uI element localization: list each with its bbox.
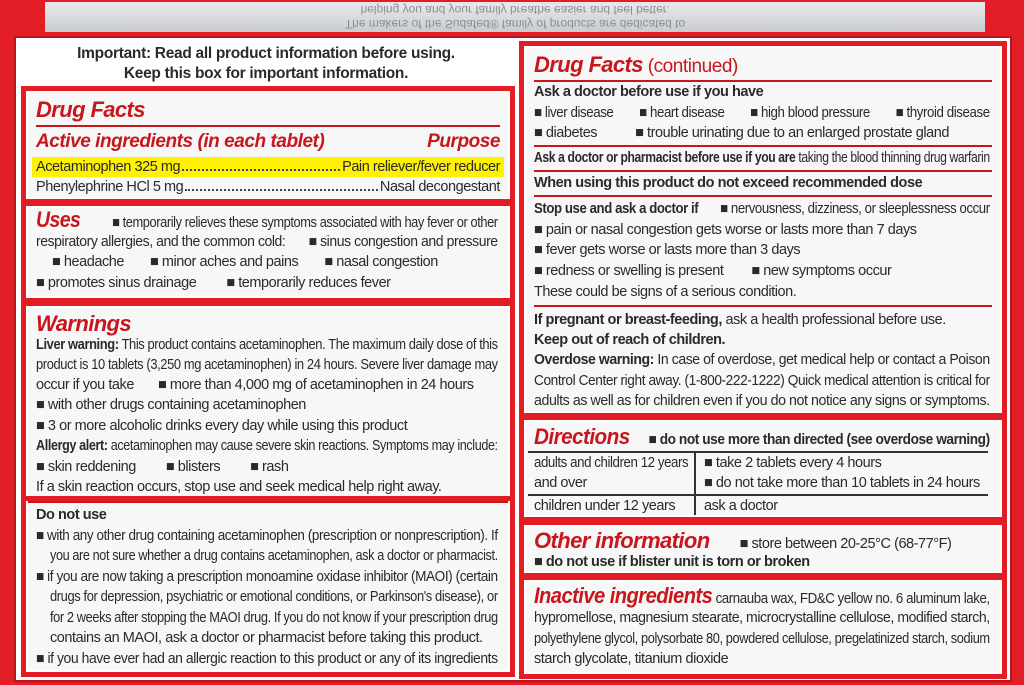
continued-line [534,148,990,168]
allergy-label: Allergy alert: [36,438,108,454]
other-item: ■ do not use if blister unit is torn or broken [534,552,810,572]
direction-age: and over [534,475,587,491]
do-not-use-panel [26,501,510,672]
allergy-item: ■ skin reddening [36,457,136,477]
direction-cell [704,473,992,493]
stop-use-label: Stop use and ask a doctor if [534,201,699,217]
direction-cell [534,453,688,473]
inactive-text: carnauba wax, FD&C yellow no. 6 aluminum lake, [712,591,990,607]
ask-item: ■ heart disease [639,103,724,123]
table-rule [694,451,696,515]
continued-line [534,391,990,411]
do-not-use-item: for 2 weeks after stopping the MAOI drug. If you do not know if your prescription drug [50,610,498,626]
liver-warning-label: Liver warning: [36,337,119,353]
use-item: ■ sinus congestion and pressure [309,232,498,252]
allergy-item: ■ rash [250,457,288,477]
divider [28,501,508,503]
ask-item: ■ trouble urinating due to an enlarged prostate gland [635,123,949,143]
do-not-use-line [36,505,500,525]
liver-warning-text: This product contains acetaminophen. The maximum daily dose of this [118,337,498,353]
ask-doctor-heading: Ask a doctor before use if you have [534,84,764,100]
do-not-use-line [50,587,498,607]
warnings-title: Warnings [36,311,132,336]
uses-line [36,232,498,252]
do-not-use-item: you are not sure whether a drug contains acetaminophen, ask a doctor or pharmacist. [50,548,498,564]
drug-facts-title: Drug Facts [36,97,145,122]
liver-warning-text: occur if you take [36,377,134,393]
warning-line [36,395,500,415]
ask-item: ■ liver disease [534,103,613,123]
do-not-use-line [36,526,498,546]
warning-line [36,477,500,497]
inactive-line [534,649,992,669]
direction-age: adults and children 12 years [534,455,689,471]
active-heading-row [36,129,500,155]
use-item: respiratory allergies, and the common cold: [36,234,286,250]
uses-line [36,207,498,233]
direction-cell [534,473,689,493]
continued-line [534,330,992,350]
warning-line [36,375,500,395]
ingredient-purpose: Pain reliever/fever reducer [342,159,500,175]
inactive-line [534,608,990,628]
directions-title: Directions [534,424,630,449]
inactive-title: Inactive ingredients [534,583,713,608]
allergy-text: acetaminophen may cause severe skin reactions. Symptoms may include: [107,438,498,454]
overdose-text: In case of overdose, get medical help or contact a Poison [653,352,990,368]
purpose-heading: Purpose [427,131,500,152]
ingredient-name: Acetaminophen 325 mg [36,159,181,175]
do-not-use-item: drugs for depression, psychiatric or emotional conditions, or Parkinson's disease), or [50,589,498,605]
divider [36,125,500,127]
do-not-use-item: ■ if you are now taking a prescription monoamine oxidase inhibitor (MAOI) (certain [36,567,498,587]
continued-line [534,199,990,219]
liver-item: ■ more than 4,000 mg of acetaminophen in 24 hours [158,375,474,395]
flap-text: helping you and your family breathe easier and feel better. [360,3,670,17]
use-item: ■ temporarily relieves these symptoms associated with hay fever or other [112,213,498,233]
stop-item: ■ fever gets worse or lasts more than 3 days [534,240,800,260]
continued-suffix: (continued) [642,56,738,77]
other-line [534,552,992,572]
do-not-use-item: contains an MAOI, ask a doctor or pharmacist before taking this product. [50,630,483,646]
ask-item: ■ thyroid disease [896,103,990,123]
warning-line [36,416,500,436]
ingredient-purpose: Nasal decongestant [379,179,500,195]
continued-title: Drug Facts [534,52,643,77]
warnings-title-row [36,312,500,336]
direction-cell [534,496,689,516]
do-not-use-line [36,649,498,669]
do-not-use-item: ■ if you have ever had an allergic reaction to this product or any of its ingredients [36,649,498,669]
continued-line [534,240,992,260]
direction-dose: ■ do not take more than 10 tablets in 24 hours [704,473,980,493]
intro-line: Keep this box for important information. [123,65,409,82]
inactive-text: hypromellose, magnesium stearate, microcrystalline cellulose, modified starch, [534,610,990,626]
warning-line [36,436,498,456]
drug-facts-continued-panel [524,46,1002,413]
stop-after: These could be signs of a serious condition. [534,284,797,300]
continued-title-row [534,52,992,80]
continued-line [534,350,990,370]
active-heading: Active ingredients (in each tablet) [36,131,325,152]
divider [534,195,992,197]
continued-line [534,220,992,240]
uses-line [36,273,500,293]
overdose-label: Overdose warning: [534,352,654,368]
uses-title: Uses [36,207,81,232]
continued-line [534,310,992,330]
other-item: ■ store between 20-25°C (68-77°F) [740,532,952,556]
warning-line [36,457,500,477]
box-flap [45,2,985,32]
liver-warning-text: product is 10 tablets (3,250 mg acetaminophen) in 24 hours. Severe liver damage may [36,357,498,373]
other-info-title: Other information [534,528,710,553]
pregnant-label: If pregnant or breast-feeding, [534,312,722,328]
do-not-use-line [50,546,498,566]
inactive-line [534,584,990,611]
continued-line [534,82,992,102]
allergy-after: If a skin reaction occurs, stop use and seek medical help right away. [36,479,442,495]
warning-line [36,355,498,375]
drug-facts-title-row [36,97,500,123]
do-not-use-line [50,608,498,628]
continued-line [534,282,992,302]
stop-item: ■ pain or nasal congestion gets worse or lasts more than 7 days [534,220,917,240]
direction-dose: ask a doctor [704,498,778,514]
direction-cell [704,453,992,473]
use-item: ■ headache [52,252,124,272]
directions-panel [524,420,1002,517]
liver-item: ■ with other drugs containing acetaminophen [36,395,306,415]
ingredient-name: Phenylephrine HCl 5 mg [36,179,184,195]
direction-dose: ■ take 2 tablets every 4 hours [704,453,881,473]
do-not-use-line [36,567,498,587]
continued-line [534,123,992,143]
continued-line [534,173,992,193]
uses-panel [26,206,510,298]
pregnant-text: ask a health professional before use. [721,312,946,328]
ask-item: ■ high blood pressure [750,103,870,123]
liver-item: ■ 3 or more alcoholic drinks every day while using this product [36,416,407,436]
divider [534,170,992,172]
intro [16,44,516,84]
use-item: ■ minor aches and pains [150,252,298,272]
do-not-use-title: Do not use [36,507,107,523]
ask-pharmacist-label: Ask a doctor or pharmacist before use if you are [534,150,796,166]
when-using: When using this product do not exceed recommended dose [534,175,923,191]
active-ingredients-panel [26,91,510,199]
use-item: ■ temporarily reduces fever [226,273,390,293]
warnings-panel [26,306,510,498]
overdose-text: adults as well as for children even if you do not notice any signs or symptoms. [534,393,990,409]
directions-note: ■ do not use more than directed (see overdose warning) [649,427,990,453]
ask-item: ■ diabetes [534,123,597,143]
use-item: ■ promotes sinus drainage [36,273,196,293]
do-not-use-item: ■ with any other drug containing acetaminophen (prescription or nonprescription). If [36,526,498,546]
keep-out: Keep out of reach of children. [534,332,726,348]
ask-pharmacist-text: taking the blood thinning drug warfarin [795,150,990,166]
direction-age: children under 12 years [534,498,676,514]
use-item: ■ nasal congestion [324,252,438,272]
allergy-item: ■ blisters [166,457,220,477]
divider [534,145,992,147]
warning-line [36,335,498,355]
stop-item: ■ new symptoms occur [751,261,891,281]
ingredient-row [36,177,500,197]
continued-line [534,371,990,391]
overdose-text: Control Center right away. (1-800-222-1222) Quick medical attention is critical for [534,373,990,389]
divider [534,305,992,307]
intro-line: Important: Read all product information before using. [77,45,455,62]
do-not-use-line [50,628,500,648]
flap-text: The makers of the Sudafed® family of products are dedicated to [344,17,686,31]
dot-leader [185,189,378,191]
dot-leader [182,169,340,171]
stop-item: ■ nervousness, dizziness, or sleeplessness occur [720,199,990,219]
inactive-ingredients-panel [524,580,1002,674]
inactive-line [534,629,990,649]
drug-facts-label [14,36,1012,682]
continued-line [534,103,990,123]
ingredient-row [32,157,504,177]
uses-line [36,252,500,272]
inactive-text: polyethylene glycol, polysorbate 80, powdered cellulose, pregelatinized starch, sodium [534,631,990,647]
continued-line [534,261,992,281]
direction-cell [704,496,992,516]
directions-title-row [534,424,990,453]
inactive-text: starch glycolate, titanium dioxide [534,651,729,667]
stop-item: ■ redness or swelling is present [534,261,723,281]
other-information-panel [524,525,1002,573]
